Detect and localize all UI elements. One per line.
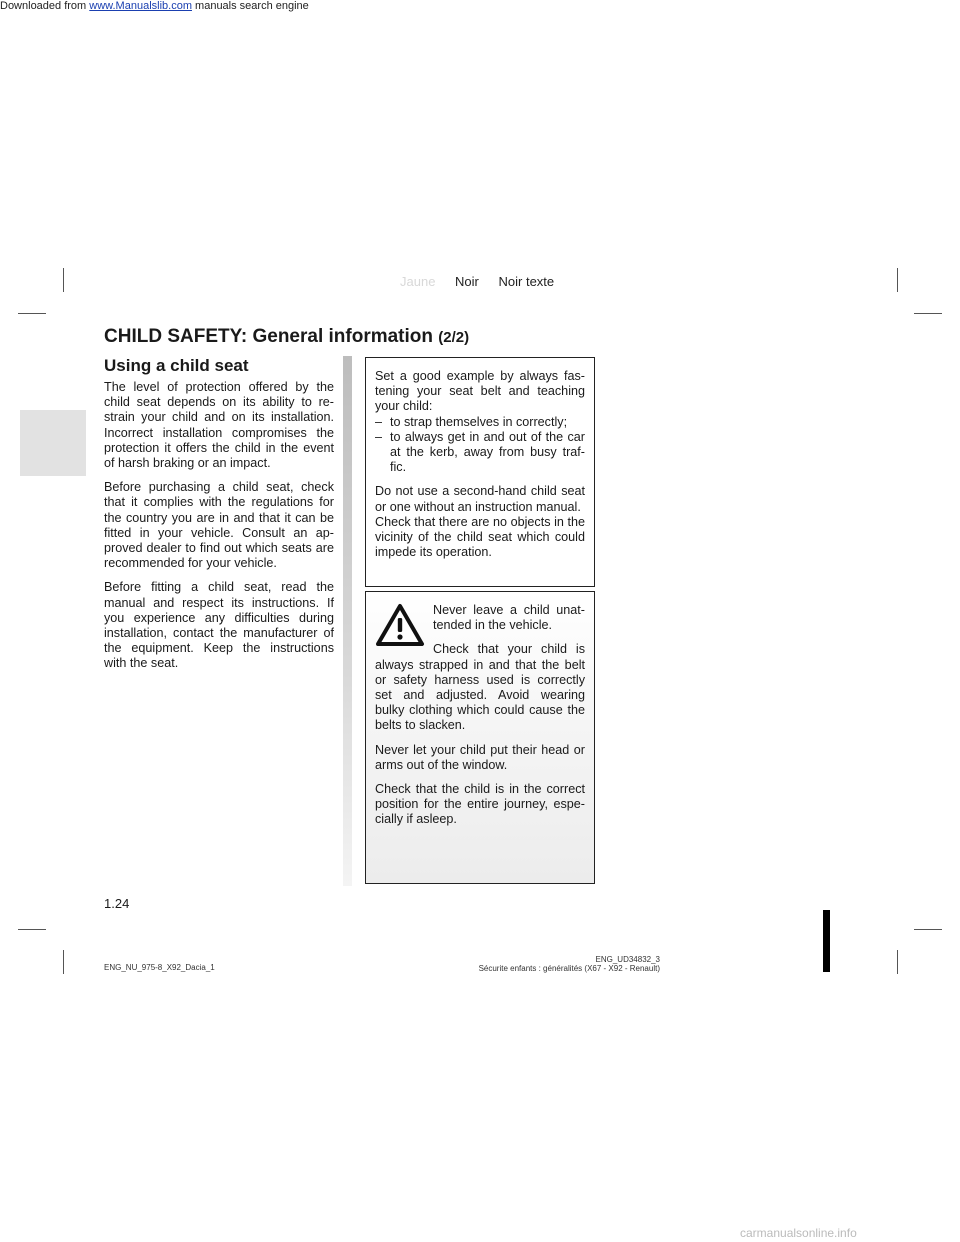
warning-paragraph: Never leave a child unat-tended in the vehicle.: [433, 603, 585, 633]
list-dash: –: [375, 429, 383, 444]
warning-paragraph: Never let your child put their head or arms out of the window.: [375, 742, 585, 772]
ink-marks: [400, 274, 570, 289]
advice-paragraph: Check that there are no objects in the vicinity of the child seat which could impede its operation.: [375, 514, 585, 560]
list-dash: –: [375, 414, 383, 429]
download-banner: [0, 0, 309, 12]
paragraph: Before purchasing a child seat, check that it complies with the regulations for the country you are in and that it can be fitted in your vehicle. Consult an ap-proved dealer to find out which seats are recommended for your vehicle.: [104, 480, 334, 571]
list-item: [375, 415, 585, 430]
advice-intro: Set a good example by always fas-tening your seat belt and teaching your child:: [375, 369, 585, 414]
list-item-text: to strap themselves in correctly;: [390, 414, 568, 429]
page-title-text: CHILD SAFETY: General information: [104, 326, 434, 347]
advice-list: [375, 415, 585, 476]
section-heading: Using a child seat: [104, 356, 249, 375]
list-item-text: to always get in and out of the car at the kerb, away from busy traf-fic.: [390, 429, 585, 475]
page-title-part: (2/2): [438, 329, 470, 346]
paragraph: Before fitting a child seat, read the manual and respect its instructions. If you experience any difficulties during installation, contact the manufacturer of the equipment. Keep the instructions with the seat.: [104, 580, 334, 671]
watermark-banner: carmanualsonline.info: [740, 1226, 857, 1240]
warning-box: [365, 591, 595, 884]
advice-paragraph: Do not use a second-hand child seat or one without an instruction manual.: [375, 484, 585, 514]
warning-paragraph: Check that the child is in the correct position for the entire journey, espe-cially if asleep.: [375, 782, 585, 827]
banner-suffix: manuals search engine: [191, 0, 309, 12]
footer-section-code: [460, 955, 660, 973]
page-title: [104, 326, 469, 348]
manualslib-link[interactable]: www.Manualslib.com: [89, 0, 192, 12]
ink-yellow: Jaune: [400, 274, 436, 289]
ink-black: Noir: [455, 274, 479, 289]
left-column: [104, 380, 334, 681]
paragraph: The level of protection offered by the child seat depends on its ability to re-strain your child and on its installation. Incorrect installation compromises the protection it offers the child in the event of harsh braking or an impact.: [104, 380, 334, 471]
footer-doc-code: ENG_NU_975-8_X92_Dacia_1: [104, 963, 215, 972]
warning-triangle-icon: [375, 603, 425, 647]
list-item: [375, 430, 585, 476]
ink-black-text: Noir texte: [498, 274, 555, 289]
page-number: 1.24: [104, 896, 130, 911]
footer-description: Sécurite enfants : généralités (X67 - X92 - Renault): [478, 964, 660, 973]
chapter-tab: [20, 410, 86, 476]
column-divider: [343, 356, 352, 886]
thumb-index-mark: [823, 910, 830, 972]
footer-code: ENG_UD34832_3: [595, 955, 660, 964]
warning-paragraph: Check that your child is always strapped in and that the belt or safety harness used is correctly set and adjusted. Avoid wearing bulky clothing which could cause the belts to slacken.: [375, 642, 585, 733]
banner-prefix: Downloaded from: [0, 0, 90, 12]
advice-box: [365, 357, 595, 587]
